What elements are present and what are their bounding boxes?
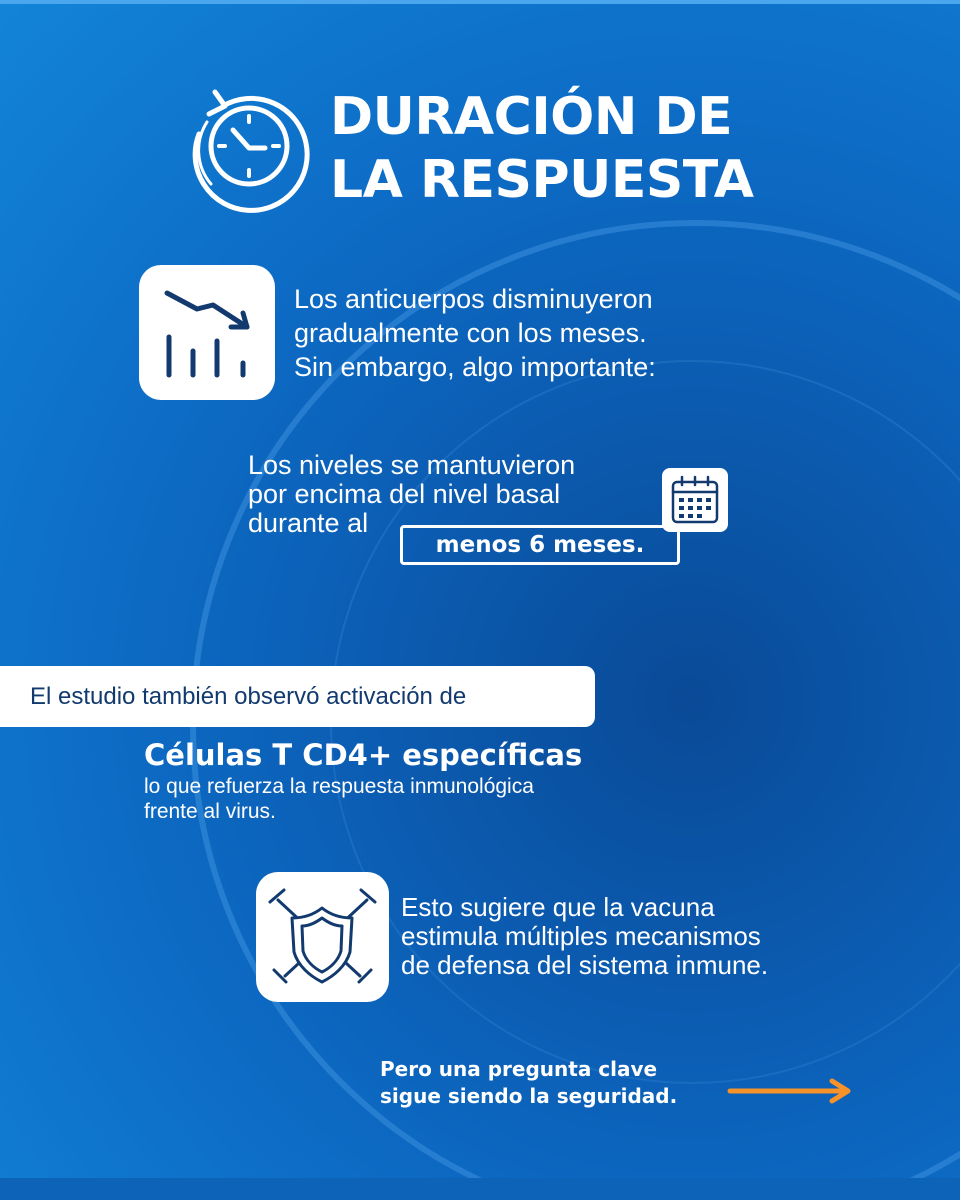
clock-refresh-icon — [185, 84, 325, 214]
calendar-icon — [662, 468, 728, 532]
title-block — [185, 84, 805, 214]
study-pill: El estudio también observó activación de — [0, 666, 595, 727]
cells-description — [144, 774, 534, 824]
shield-swords-icon — [256, 872, 389, 1002]
cells-line: lo que refuerza la respuesta inmunológica — [144, 775, 534, 798]
closing-line: sigue siendo la seguridad. — [380, 1084, 678, 1108]
defense-line: de defensa del sistema inmune. — [401, 950, 769, 980]
title-line-1: DURACIÓN DE — [330, 87, 733, 147]
title-line-2: LA RESPUESTA — [330, 150, 754, 210]
top-border — [0, 0, 960, 4]
shield-icon-card — [256, 872, 389, 1002]
bottom-border — [0, 1178, 960, 1200]
levels-line: durante al — [248, 508, 369, 538]
cells-line: frente al virus. — [144, 800, 276, 823]
defense-text — [401, 893, 768, 980]
declining-chart-icon — [139, 265, 275, 400]
levels-line: Los niveles se mantuvieron — [248, 450, 576, 480]
page-title — [330, 86, 753, 212]
closing-text — [380, 1056, 677, 1110]
defense-line: Esto sugiere que la vacuna — [401, 892, 715, 922]
arrow-right-icon[interactable] — [726, 1078, 856, 1104]
calendar-icon-card — [662, 468, 728, 532]
defense-line: estimula múltiples mecanismos — [401, 921, 761, 951]
antibodies-text — [294, 282, 814, 384]
duration-highlight: menos 6 meses. — [400, 525, 680, 565]
antibodies-line: Los anticuerpos disminuyeron — [294, 284, 653, 314]
chart-icon-card — [139, 265, 275, 400]
antibodies-line: Sin embargo, algo importante: — [294, 352, 656, 382]
antibodies-line: gradualmente con los meses. — [294, 318, 647, 348]
cells-title: Células T CD4+ específicas — [144, 738, 583, 772]
closing-line: Pero una pregunta clave — [380, 1057, 658, 1081]
levels-line: por encima del nivel basal — [248, 479, 561, 509]
